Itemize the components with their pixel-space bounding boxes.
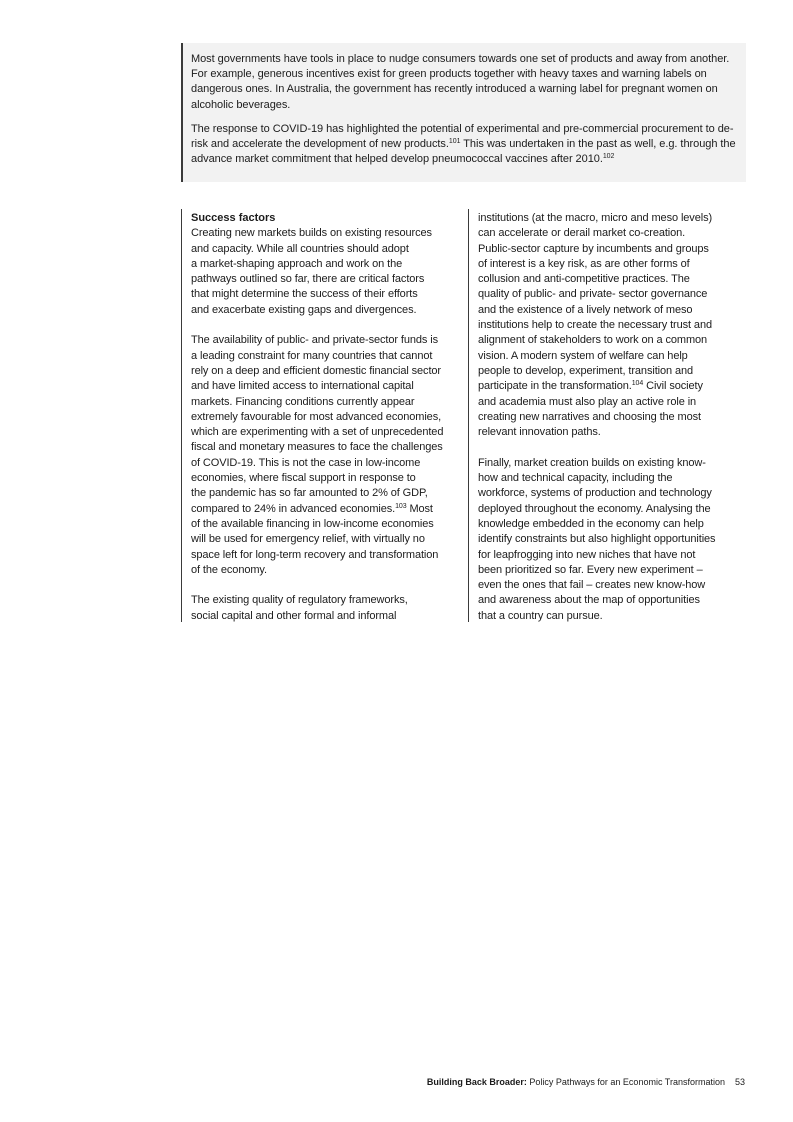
text-line: space left for long-term recovery and transformation bbox=[191, 548, 439, 561]
text-line: and exacerbate existing gaps and divergences. bbox=[191, 303, 417, 316]
text-line: deployed throughout the economy. Analysing the bbox=[478, 502, 711, 515]
text-line: of the available financing in low-income economies bbox=[191, 517, 434, 530]
left-paragraph-2 bbox=[191, 333, 465, 578]
text-line: of the economy. bbox=[191, 563, 267, 576]
left-paragraph-1 bbox=[191, 226, 465, 318]
text-line: that a country can pursue. bbox=[478, 609, 603, 622]
callout-p2-text-2: This was undertaken in the past as well, e.g. through the advance market commitment that helped develop pneumococcal vaccines after 2010. bbox=[191, 138, 736, 166]
text-line: Finally, market creation builds on existing know- bbox=[478, 456, 706, 469]
text-line: Public-sector capture by incumbents and groups bbox=[478, 242, 709, 255]
text-line bbox=[191, 502, 465, 517]
text-line: rely on a deep and efficient domestic financial sector bbox=[191, 364, 441, 377]
text-line: relevant innovation paths. bbox=[478, 426, 601, 439]
text-line: even the ones that fail – creates new know-how bbox=[478, 579, 706, 592]
text-line: people to develop, experiment, transition and bbox=[478, 364, 694, 377]
text-line: how and technical capacity, including the bbox=[478, 472, 673, 485]
text-line bbox=[478, 379, 748, 394]
report-title-bold: Building Back Broader: bbox=[426, 1077, 527, 1087]
paragraph-gap bbox=[191, 578, 465, 593]
text-line: identify constraints but also highlight opportunities bbox=[478, 533, 716, 546]
text-line: of interest is a key risk, as are other forms of bbox=[478, 257, 690, 270]
callout-box bbox=[181, 43, 746, 182]
right-paragraph-1 bbox=[478, 211, 748, 440]
text-line: that might determine the success of their efforts bbox=[191, 288, 418, 301]
text-fragment: Most bbox=[406, 502, 433, 515]
paragraph-gap bbox=[191, 318, 465, 333]
left-paragraph-3 bbox=[191, 593, 465, 624]
right-column bbox=[468, 209, 748, 622]
text-line: quality of public- and private- sector governance bbox=[478, 288, 708, 301]
callout-paragraph-1: Most governments have tools in place to nudge consumers towards one set of products and away from another. For example, generous incentives exist for green products together with heavy taxes and warning labels on dangerous ones. In Australia, the government has recently introduced a warning label for pregnant women on alcoholic beverages. bbox=[191, 53, 730, 111]
left-column bbox=[181, 209, 465, 622]
text-line: and the existence of a lively network of meso bbox=[478, 303, 693, 316]
text-line: alignment of stakeholders to work on a common bbox=[478, 334, 708, 347]
callout-paragraph-2 bbox=[191, 122, 738, 168]
text-line: the pandemic has so far amounted to 2% of GDP, bbox=[191, 487, 428, 500]
text-line: of COVID-19. This is not the case in low-income bbox=[191, 456, 421, 469]
footnote-ref-101[interactable]: 101 bbox=[448, 138, 461, 146]
text-line: workforce, systems of production and technology bbox=[478, 487, 712, 500]
text-line: and awareness about the map of opportunities bbox=[478, 594, 700, 607]
text-line: a market-shaping approach and work on the bbox=[191, 257, 403, 270]
text-fragment: participate in the transformation. bbox=[478, 380, 632, 393]
text-line: institutions (at the macro, micro and meso levels) bbox=[478, 212, 713, 224]
footnote-ref-102[interactable]: 102 bbox=[602, 153, 615, 161]
text-line: been prioritized so far. Every new experiment – bbox=[478, 563, 703, 576]
text-line: a leading constraint for many countries that cannot bbox=[191, 349, 433, 362]
callout-p2-text: The response to COVID-19 has highlighted the potential of experimental and pre-commercial procurement to de-risk and accelerate the development of new products. bbox=[191, 122, 734, 151]
text-fragment: Civil society bbox=[643, 380, 703, 393]
text-line: vision. A modern system of welfare can help bbox=[478, 349, 688, 362]
text-line: social capital and other formal and informal bbox=[191, 609, 397, 622]
footnote-ref-103[interactable]: 103 bbox=[395, 502, 407, 510]
text-line: will be used for emergency relief, with virtually no bbox=[191, 533, 425, 546]
text-line: and have limited access to international capital bbox=[191, 380, 414, 393]
text-line: collusion and anti-competitive practices. The bbox=[478, 273, 690, 286]
page-number: 53 bbox=[734, 1077, 745, 1087]
paragraph-gap bbox=[478, 440, 748, 455]
page-footer bbox=[427, 1077, 745, 1087]
text-line: The availability of public- and private-sector funds is bbox=[191, 334, 439, 347]
text-line: for leapfrogging into new niches that have not bbox=[478, 548, 696, 561]
text-line: fiscal and monetary measures to face the challenges bbox=[191, 441, 443, 454]
text-line: and academia must also play an active role in bbox=[478, 395, 697, 408]
text-line: can accelerate or derail market co-creation. bbox=[478, 227, 686, 240]
right-paragraph-2 bbox=[478, 456, 748, 624]
text-line: markets. Financing conditions currently appear bbox=[191, 395, 415, 408]
text-line: and capacity. While all countries should adopt bbox=[191, 242, 409, 255]
text-line: creating new narratives and choosing the most bbox=[478, 410, 701, 423]
text-line: pathways outlined so far, there are critical factors bbox=[191, 273, 425, 286]
text-line: economies, where fiscal support in response to bbox=[191, 472, 416, 485]
text-line: institutions help to create the necessary trust and bbox=[478, 319, 712, 332]
text-line: knowledge embedded in the economy can help bbox=[478, 517, 704, 530]
footnote-ref-104[interactable]: 104 bbox=[631, 380, 644, 388]
section-heading: Success factors bbox=[191, 212, 276, 224]
text-line: Creating new markets builds on existing resources bbox=[191, 227, 432, 240]
report-title-subtitle: Policy Pathways for an Economic Transformation bbox=[526, 1077, 725, 1087]
text-line: The existing quality of regulatory frameworks, bbox=[191, 594, 408, 607]
text-line: which are experimenting with a set of unprecedented bbox=[191, 426, 444, 439]
text-line: extremely favourable for most advanced economies, bbox=[191, 410, 442, 423]
text-fragment: compared to 24% in advanced economies. bbox=[191, 502, 396, 515]
